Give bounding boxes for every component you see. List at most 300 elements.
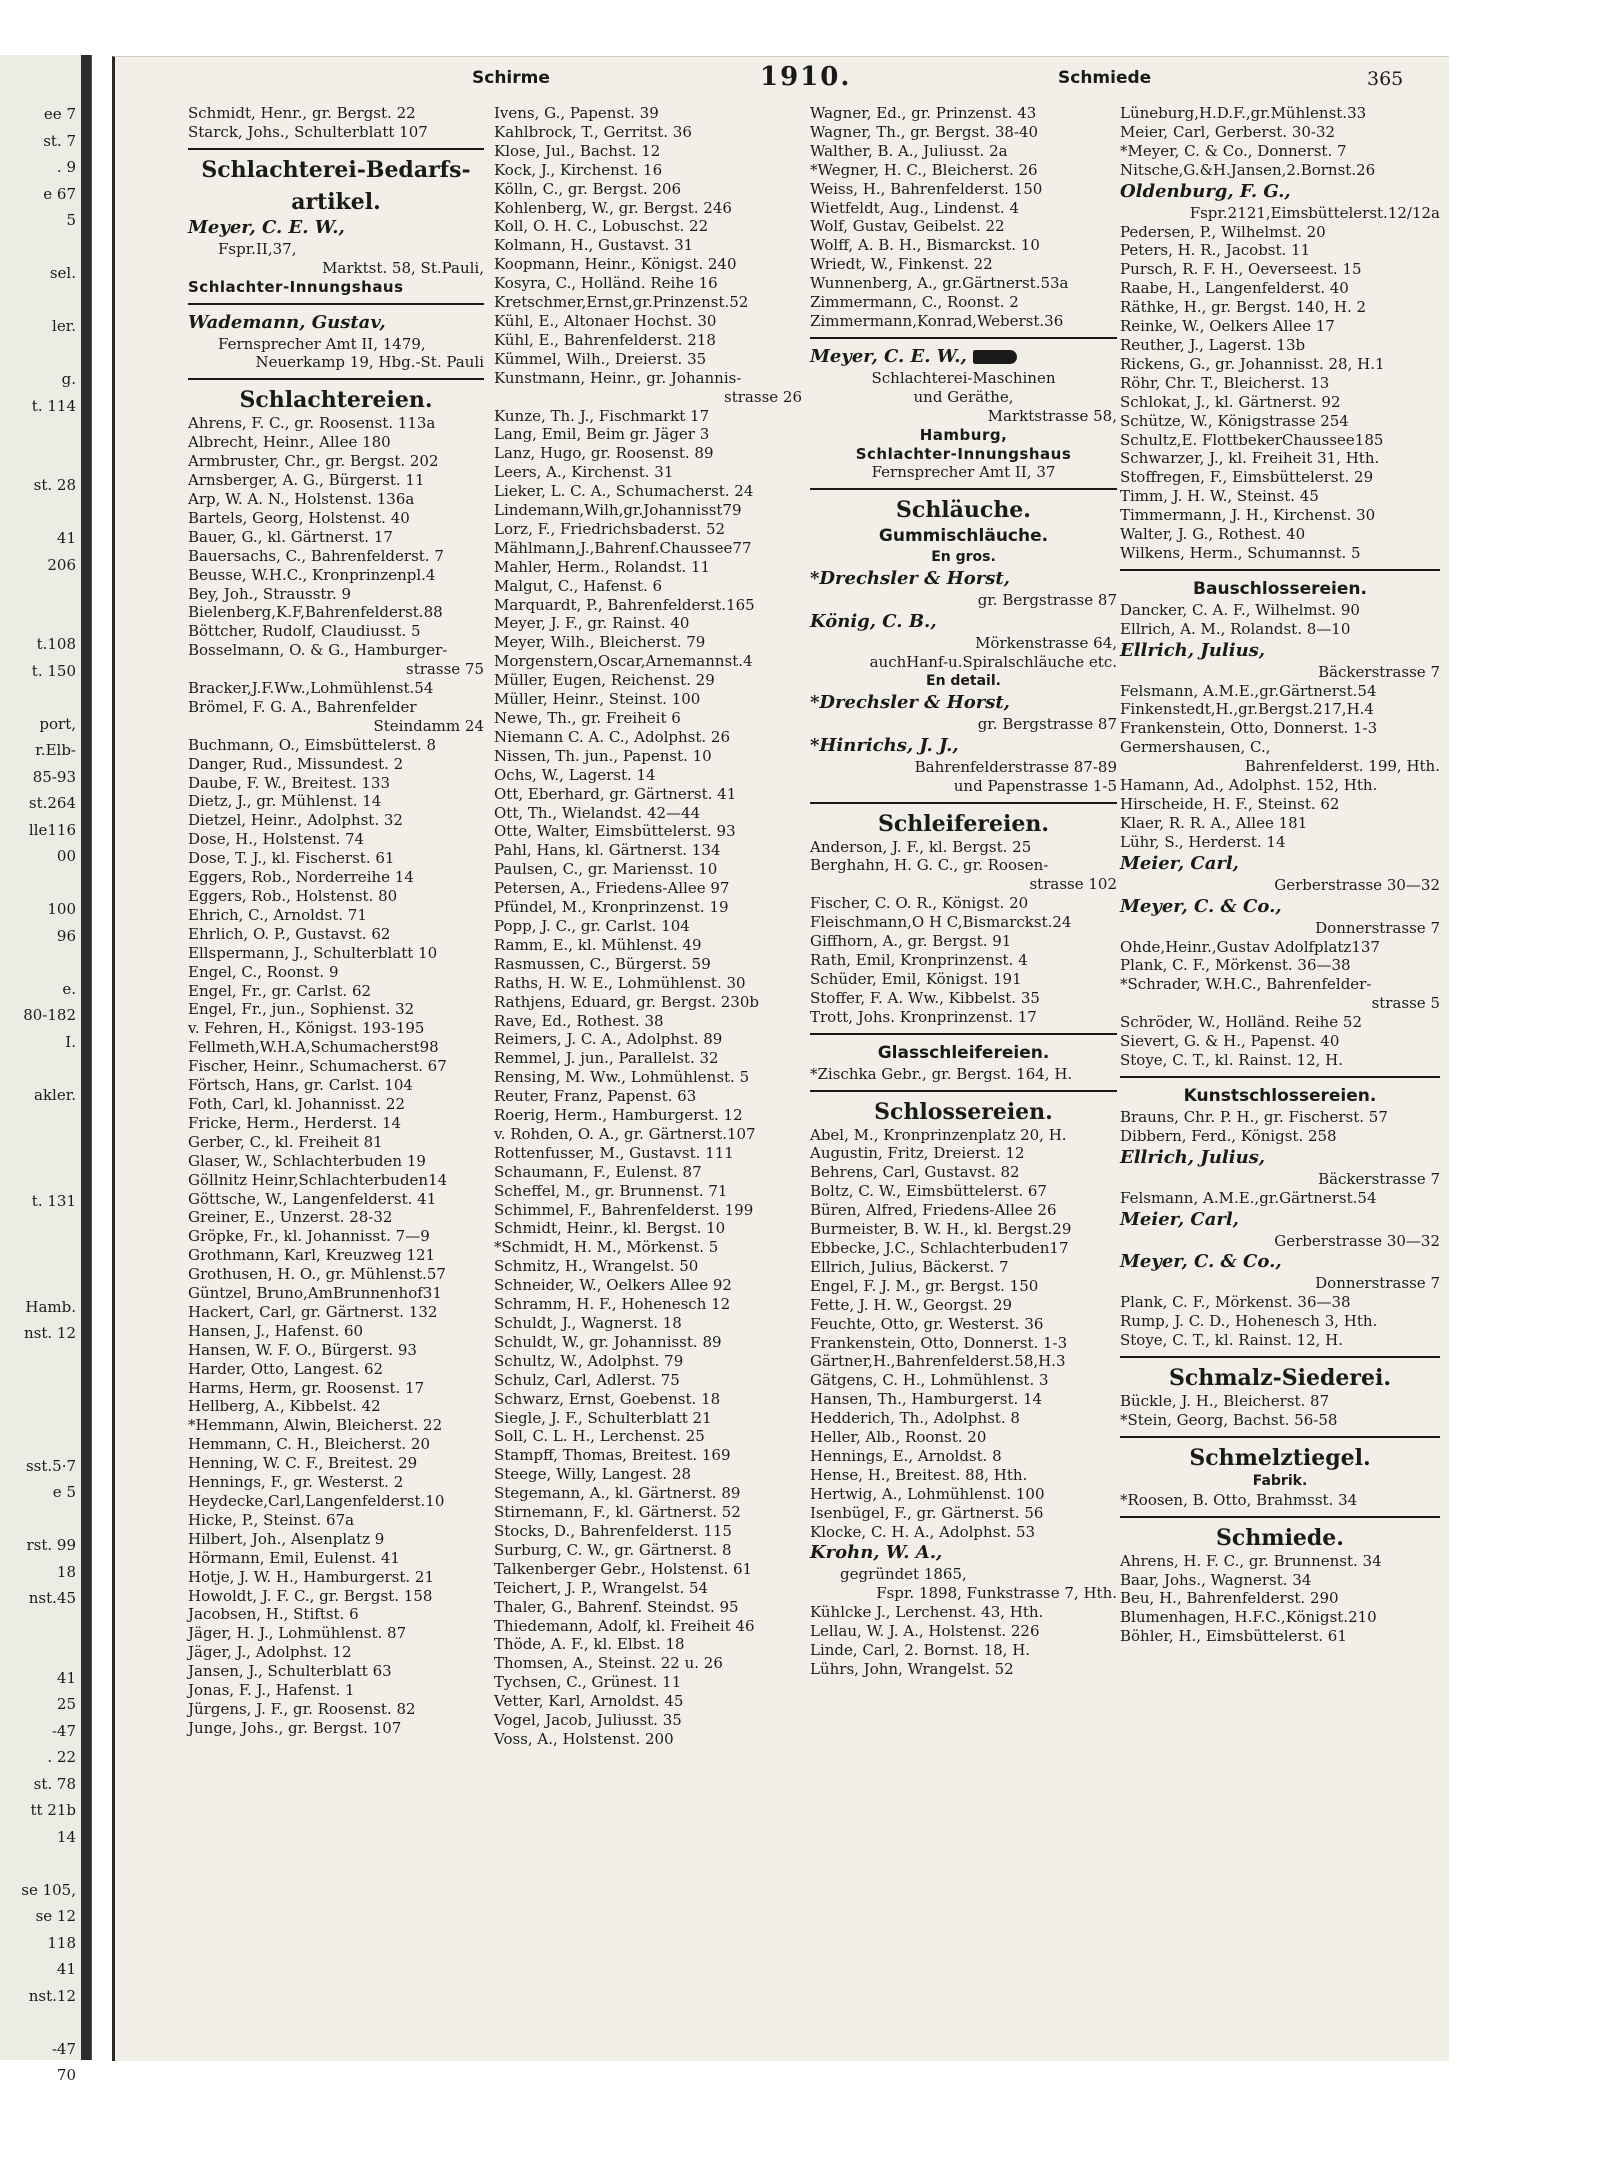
directory-entry: Lieker, L. C. A., Schumacherst. 24	[494, 482, 754, 501]
directory-entry: Schüder, Emil, Königst. 191	[810, 969, 1022, 988]
spine-fragment: . 9	[56, 158, 76, 176]
spine-fragment: 00	[56, 847, 76, 865]
directory-entry: Starck, Johs., Schulterblatt 107	[188, 122, 428, 141]
directory-entry: Hertwig, A., Lohmühlenst. 100	[810, 1484, 1045, 1503]
section-rule	[1120, 569, 1440, 571]
directory-entry: Giffhorn, A., gr. Bergst. 91	[810, 932, 1012, 951]
entry-continuation: Marktst. 58, St.Pauli,	[322, 258, 484, 277]
subsection-heading: Kunstschlossereien.	[1183, 1085, 1377, 1106]
spine-fragment: se 12	[35, 1907, 76, 1925]
entry-continuation: Bäckerstrasse 7	[1318, 1169, 1440, 1188]
directory-entry: Ott, Eberhard, gr. Gärtnerst. 41	[494, 784, 737, 803]
section-heading: Schmalz-Siederei.	[1168, 1365, 1392, 1392]
directory-entry: Rasmussen, C., Bürgerst. 59	[494, 954, 711, 973]
directory-entry: Hackert, Carl, gr. Gärtnerst. 132	[188, 1302, 438, 1321]
directory-entry: Räthke, H., gr. Bergst. 140, H. 2	[1120, 298, 1367, 317]
advertiser-name: Meyer, C. & Co.,	[1120, 1251, 1282, 1273]
spine-fragment: r.Elb-	[35, 741, 76, 759]
directory-entry: Dietzel, Heinr., Adolphst. 32	[188, 811, 403, 830]
directory-entry: Wriedt, W., Finkenst. 22	[810, 255, 993, 274]
directory-entry: Kühlcke J., Lerchenst. 43, Hth.	[810, 1603, 1044, 1622]
entry-continuation: Fspr.2121,Eimsbüttelerst.12/12a	[1189, 203, 1440, 222]
directory-entry: *Schmidt, H. M., Mörkenst. 5	[494, 1238, 719, 1257]
directory-entry: Kölln, C., gr. Bergst. 206	[494, 179, 682, 198]
directory-entry: Zimmermann, C., Roonst. 2	[810, 293, 1019, 312]
spine-fragment: . 22	[47, 1748, 76, 1766]
directory-entry: Kahlbrock, T., Gerritst. 36	[494, 122, 692, 141]
section-rule	[810, 337, 1117, 339]
section-rule	[1120, 1436, 1440, 1438]
directory-entry: Arnsberger, A. G., Bürgerst. 11	[188, 471, 425, 490]
directory-entry: Güntzel, Bruno,AmBrunnenhof31	[188, 1284, 442, 1303]
directory-entry: Wilkens, Herm., Schumannst. 5	[1120, 543, 1361, 562]
directory-entry: Kunstmann, Heinr., gr. Johannis-	[494, 368, 742, 387]
directory-entry: Harder, Otto, Langest. 62	[188, 1359, 384, 1378]
directory-entry: *Roosen, B. Otto, Brahmsst. 34	[1120, 1490, 1358, 1509]
directory-entry: Junge, Johs., gr. Bergst. 107	[188, 1718, 402, 1737]
header-right-keyword: Schmiede	[1058, 68, 1152, 88]
spine-fragment: sel.	[49, 264, 76, 282]
directory-entry: Hedderich, Th., Adolphst. 8	[810, 1409, 1020, 1428]
spine-fragment: nst. 12	[23, 1324, 76, 1342]
directory-entry: Teichert, J. P., Wrangelst. 54	[494, 1578, 709, 1597]
spine-fragment: tt 21b	[30, 1801, 76, 1819]
directory-entry: Tychsen, C., Grünest. 11	[494, 1673, 682, 1692]
column-2	[494, 104, 802, 1749]
advertiser-name	[810, 345, 1117, 369]
directory-entry: Schaumann, F., Eulenst. 87	[494, 1162, 702, 1181]
directory-entry: Fischer, Heinr., Schumacherst. 67	[188, 1057, 447, 1076]
spine-fragment: rst. 99	[26, 1536, 76, 1554]
directory-entry: Trott, Johs. Kronprinzenst. 17	[810, 1007, 1037, 1026]
directory-entry: Kolmann, H., Gustavst. 31	[494, 236, 694, 255]
section-heading: Schleifereien.	[877, 810, 1050, 837]
entry-continuation: strasse 26	[724, 387, 802, 406]
directory-entry: Schwarzer, J., kl. Freiheit 31, Hth.	[1120, 449, 1380, 468]
pointing-hand-icon	[973, 350, 1017, 364]
directory-entry: Pursch, R. F. H., Oeverseest. 15	[1120, 260, 1362, 279]
section-heading: Schläuche.	[896, 497, 1031, 524]
entry-continuation: Steindamm 24	[373, 716, 484, 735]
spine-fragment: t.108	[36, 635, 76, 653]
entry-detail: gegründet 1865,	[840, 1565, 967, 1584]
directory-entry: Schmidt, Heinr., kl. Bergst. 10	[494, 1219, 726, 1238]
directory-entry: Schröder, W., Holländ. Reihe 52	[1120, 1013, 1362, 1032]
directory-entry: v. Rohden, O. A., gr. Gärtnerst.107	[494, 1124, 756, 1143]
directory-entry: Ebbecke, J.C., Schlachterbuden17	[810, 1238, 1069, 1257]
directory-entry: Hilbert, Joh., Alsenplatz 9	[188, 1529, 385, 1548]
directory-entry: Fette, J. H. W., Georgst. 29	[810, 1295, 1013, 1314]
directory-entry: Brauns, Chr. P. H., gr. Fischerst. 57	[1120, 1107, 1388, 1126]
directory-entry: Ochs, W., Lagerst. 14	[494, 765, 656, 784]
category-label: En gros.	[931, 549, 996, 566]
page-header	[112, 62, 1446, 102]
advertiser-name: Meyer, C. & Co.,	[1120, 895, 1282, 917]
category-label: Fabrik.	[1252, 1472, 1308, 1489]
entry-continuation: Bahrenfelderstrasse 87-89	[914, 757, 1117, 776]
directory-entry: Schimmel, F., Bahrenfelderst. 199	[494, 1200, 754, 1219]
directory-entry: Eggers, Rob., Norderreihe 14	[188, 868, 414, 887]
directory-entry: Nissen, Th. jun., Papenst. 10	[494, 746, 712, 765]
directory-entry: Rickens, G., gr. Johannisst. 28, H.1	[1120, 354, 1385, 373]
directory-entry: Lührs, John, Wrangelst. 52	[810, 1660, 1014, 1678]
entry-detail: Fspr.II,37,	[218, 239, 297, 258]
directory-entry: Schütze, W., Königstrasse 254	[1120, 411, 1349, 430]
directory-entry: Büren, Alfred, Friedens-Allee 26	[810, 1201, 1057, 1220]
directory-entry: Lellau, W. J. A., Holstenst. 226	[810, 1622, 1040, 1641]
advertiser-name-text: Meyer, C. E. W.,	[810, 345, 967, 367]
advertiser-name: Ellrich, Julius,	[1120, 639, 1266, 661]
directory-entry: Hemmann, C. H., Bleicherst. 20	[188, 1435, 431, 1454]
ad-line: Schlachterei-Maschinen	[871, 368, 1056, 387]
directory-entry: Klose, Jul., Bachst. 12	[494, 141, 661, 160]
advertiser-name: Wademann, Gustav,	[188, 311, 386, 333]
entry-continuation: Gerberstrasse 30—32	[1274, 875, 1440, 894]
directory-entry: Paulsen, C., gr. Mariensst. 10	[494, 860, 718, 879]
advertiser-name: Oldenburg, F. G.,	[1120, 180, 1291, 202]
section-rule	[188, 378, 484, 380]
advertiser-name: *Drechsler & Horst,	[810, 691, 1010, 713]
directory-entry: Frankenstein, Otto, Donnerst. 1-3	[810, 1333, 1068, 1352]
directory-entry: Sievert, G. & H., Papenst. 40	[1120, 1032, 1340, 1051]
section-rule	[810, 802, 1117, 804]
spine-fragment: 25	[56, 1695, 76, 1713]
directory-entry: Soll, C. L. H., Lerchenst. 25	[494, 1427, 705, 1446]
advertiser-name: Meier, Carl,	[1120, 1208, 1239, 1230]
spine-fragment: st. 28	[33, 476, 76, 494]
directory-entry: Newe, Th., gr. Freiheit 6	[494, 709, 681, 727]
directory-entry: Dibbern, Ferd., Königst. 258	[1120, 1126, 1337, 1145]
directory-entry: Stegemann, A., kl. Gärtnerst. 89	[494, 1484, 741, 1503]
directory-entry: Stoffer, F. A. Ww., Kibbelst. 35	[810, 988, 1040, 1007]
directory-entry: Jürgens, J. F., gr. Roosenst. 82	[188, 1699, 416, 1718]
category-label: En detail.	[926, 672, 1001, 689]
spine-fragment: g.	[61, 370, 76, 388]
directory-entry: Ahrens, H. F. C., gr. Brunnenst. 34	[1120, 1551, 1382, 1570]
spine-fragment: st. 7	[43, 131, 76, 150]
directory-entry: Lanz, Hugo, gr. Roosenst. 89	[494, 444, 714, 463]
directory-entry: Timmermann, J. H., Kirchenst. 30	[1120, 506, 1376, 525]
entry-continuation: strasse 75	[406, 660, 484, 679]
directory-entry: Mählmann,J.,Bahrenf.Chaussee77	[494, 538, 752, 557]
directory-entry: Ehrich, C., Arnoldst. 71	[188, 905, 367, 924]
spine-fragment: 14	[56, 1827, 76, 1846]
entry-continuation: Marktstrasse 58,	[987, 406, 1117, 425]
directory-entry: Engel, F. J. M., gr. Bergst. 150	[810, 1276, 1039, 1295]
header-left-keyword: Schirme	[472, 68, 550, 88]
ad-bold-line: Schlachter-Innungshaus	[855, 444, 1072, 463]
directory-entry: Foth, Carl, kl. Johannisst. 22	[188, 1094, 406, 1113]
directory-entry: Boltz, C. W., Eimsbüttelerst. 67	[810, 1182, 1047, 1201]
section-rule	[1120, 1356, 1440, 1358]
directory-entry: Dose, T. J., kl. Fischerst. 61	[188, 849, 395, 868]
directory-entry: Schmidt, Henr., gr. Bergst. 22	[188, 104, 416, 122]
directory-entry: Petersen, A., Friedens-Allee 97	[494, 879, 730, 898]
directory-entry: Ivens, G., Papenst. 39	[494, 104, 659, 122]
directory-entry: Niemann C. A. C., Adolphst. 26	[494, 727, 731, 746]
directory-entry: Pahl, Hans, kl. Gärtnerst. 134	[494, 841, 721, 860]
spine-fragment: 206	[47, 555, 76, 574]
directory-entry: Engel, Fr., gr. Carlst. 62	[188, 981, 372, 1000]
directory-entry: Stoffregen, F., Eimsbüttelerst. 29	[1120, 468, 1374, 487]
directory-entry: Bielenberg,K.F,Bahrenfelderst.88	[188, 603, 443, 622]
directory-entry: Röhr, Chr. T., Bleicherst. 13	[1120, 373, 1330, 392]
directory-entry: Walter, J. G., Rothest. 40	[1120, 525, 1306, 544]
spine-fragment: 70	[56, 2066, 76, 2084]
directory-entry: Gärtner,H.,Bahrenfelderst.58,H.3	[810, 1352, 1066, 1371]
spine-fragment: e 5	[52, 1483, 76, 1501]
directory-entry: Lindemann,Wilh,gr.Johannisst79	[494, 501, 742, 520]
column-4	[1120, 104, 1440, 1646]
spine-fragment: 80-182	[23, 1006, 76, 1024]
directory-entry: Gröpke, Fr., kl. Johannisst. 7—9	[188, 1227, 430, 1246]
directory-entry: Kümmel, Wilh., Dreierst. 35	[494, 349, 707, 368]
section-heading: Schlachterei-Bedarfs-	[201, 156, 471, 183]
section-heading: Schmiede.	[1216, 1524, 1344, 1551]
directory-entry: Gätgens, C. H., Lohmühlenst. 3	[810, 1371, 1049, 1390]
directory-entry: Fricke, Herm., Herderst. 14	[188, 1113, 402, 1132]
directory-entry: Henning, W. C. F., Breitest. 29	[188, 1454, 418, 1473]
directory-entry: Ramm, E., kl. Mühlenst. 49	[494, 935, 702, 954]
spine-fragment: t. 131	[31, 1191, 76, 1210]
spine-fragment: st.264	[28, 794, 76, 812]
directory-entry: Augustin, Fritz, Dreierst. 12	[810, 1144, 1025, 1163]
spine-fragment: -47	[51, 2039, 76, 2058]
directory-entry: Thaler, G., Bahrenf. Steindst. 95	[494, 1597, 739, 1616]
directory-entry: Wolff, A. B. H., Bismarckst. 10	[810, 236, 1040, 255]
directory-entry: Bückle, J. H., Bleicherst. 87	[1120, 1392, 1330, 1411]
spine-fragment: nst.45	[28, 1589, 76, 1607]
directory-entry: Hansen, W. F. O., Bürgerst. 93	[188, 1340, 417, 1359]
directory-entry: Wagner, Ed., gr. Prinzenst. 43	[810, 104, 1037, 122]
section-rule	[1120, 1516, 1440, 1518]
directory-entry: Roerig, Herm., Hamburgerst. 12	[494, 1106, 743, 1125]
directory-entry: Kühl, E., Bahrenfelderst. 218	[494, 330, 716, 349]
section-rule	[1120, 1076, 1440, 1078]
directory-entry: Dose, H., Holstenst. 74	[188, 830, 365, 849]
directory-entry: Buchmann, O., Eimsbüttelerst. 8	[188, 735, 437, 754]
directory-entry: Hamann, Ad., Adolphst. 152, Hth.	[1120, 776, 1378, 795]
directory-entry: Heydecke,Carl,Langenfelderst.10	[188, 1492, 445, 1510]
spine-fragment: 118	[47, 1933, 76, 1952]
directory-entry: Rensing, M. Ww., Lohmühlenst. 5	[494, 1068, 750, 1087]
directory-entry: Kunze, Th. J., Fischmarkt 17	[494, 406, 710, 425]
directory-entry: Koll, O. H. C., Lobuschst. 22	[494, 217, 709, 236]
entry-continuation: Fspr. 1898, Funkstrasse 7, Hth.	[876, 1584, 1117, 1603]
spine-fragment: I.	[65, 1032, 76, 1051]
column-3	[810, 104, 1117, 1679]
directory-entry: Berghahn, H. G. C., gr. Roosen-	[810, 856, 1049, 875]
directory-entry: Linde, Carl, 2. Bornst. 18, H.	[810, 1641, 1031, 1660]
directory-entry: Schultz,E. FlottbekerChaussee185	[1120, 430, 1384, 449]
directory-entry: Remmel, J. jun., Parallelst. 32	[494, 1049, 719, 1068]
directory-entry: Hotje, J. W. H., Hamburgerst. 21	[188, 1567, 434, 1586]
directory-entry: *Hemmann, Alwin, Bleicherst. 22	[188, 1416, 443, 1435]
book-gutter	[81, 55, 91, 2060]
directory-entry: Meyer, Wilh., Bleicherst. 79	[494, 633, 706, 652]
directory-entry: Beusse, W.H.C., Kronprinzenpl.4	[188, 565, 436, 584]
directory-entry: Harms, Herm, gr. Roosenst. 17	[188, 1378, 425, 1397]
entry-continuation: Gerberstrasse 30—32	[1274, 1231, 1440, 1250]
directory-entry: Bauersachs, C., Bahrenfelderst. 7	[188, 546, 444, 565]
directory-entry: Kretschmer,Ernst,gr.Prinzenst.52	[494, 293, 749, 312]
directory-entry: Felsmann, A.M.E.,gr.Gärtnerst.54	[1120, 681, 1377, 700]
directory-entry: Fleischmann,O H C,Bismarckst.24	[810, 913, 1072, 932]
directory-entry: Pfündel, M., Kronprinzenst. 19	[494, 898, 729, 917]
ad-line: und Geräthe,	[913, 387, 1014, 406]
directory-entry: Blumenhagen, H.F.C.,Königst.210	[1120, 1608, 1377, 1627]
directory-entry: Rave, Ed., Rothest. 38	[494, 1011, 664, 1030]
directory-entry: *Meyer, C. & Co., Donnerst. 7	[1120, 141, 1347, 160]
directory-entry: Popp, J. C., gr. Carlst. 104	[494, 916, 690, 935]
ad-bold-line: Schlachter-Innungshaus	[188, 277, 404, 296]
directory-entry: Schuldt, W., gr. Johannisst. 89	[494, 1332, 722, 1351]
entry-continuation: Bäckerstrasse 7	[1318, 662, 1440, 681]
directory-entry: Jansen, J., Schulterblatt 63	[188, 1662, 392, 1681]
spine-fragment: t. 150	[31, 661, 76, 680]
directory-entry: Dancker, C. A. F., Wilhelmst. 90	[1120, 600, 1360, 619]
directory-entry: Voss, A., Holstenst. 200	[494, 1729, 674, 1748]
directory-entry: Abel, M., Kronprinzenplatz 20, H.	[810, 1125, 1067, 1144]
directory-entry: Reuter, Franz, Papenst. 63	[494, 1087, 697, 1106]
spine-fragment: nst.12	[28, 1986, 76, 2005]
directory-entry: Koopmann, Heinr., Königst. 240	[494, 255, 737, 274]
subsection-heading: Bauschlossereien.	[1193, 578, 1367, 599]
directory-entry: Plank, C. F., Mörkenst. 36—38	[1120, 1293, 1351, 1312]
directory-entry: *Stein, Georg, Bachst. 56-58	[1120, 1410, 1338, 1429]
directory-entry: Lühr, S., Herderst. 14	[1120, 832, 1286, 851]
directory-entry: Klaer, R. R. A., Allee 181	[1120, 813, 1308, 832]
directory-entry: Grothmann, Karl, Kreuzweg 121	[188, 1246, 436, 1265]
directory-entry: Kosyra, C., Holländ. Reihe 16	[494, 274, 718, 293]
directory-entry: Howoldt, J. F. C., gr. Bergst. 158	[188, 1586, 433, 1605]
spine-fragment: Hamb.	[25, 1297, 76, 1316]
directory-entry: *Zischka Gebr., gr. Bergst. 164, H.	[810, 1064, 1073, 1083]
directory-entry: Vetter, Karl, Arnoldst. 45	[494, 1692, 684, 1711]
directory-entry: Lüneburg,H.D.F.,gr.Mühlenst.33	[1120, 104, 1367, 122]
entry-continuation: Neuerkamp 19, Hbg.-St. Pauli	[255, 353, 484, 372]
entry-continuation: Donnerstrasse 7	[1315, 1274, 1440, 1293]
page-number: 365	[1367, 68, 1404, 90]
directory-entry: Jäger, J., Adolphst. 12	[188, 1643, 352, 1662]
directory-entry: Greiner, E., Unzerst. 28-32	[188, 1208, 393, 1227]
entry-continuation: und Papenstrasse 1-5	[953, 776, 1117, 795]
directory-entry: Schramm, H. F., Hohenesch 12	[494, 1295, 731, 1314]
directory-entry: Engel, C., Roonst. 9	[188, 962, 339, 981]
directory-entry: Peters, H. R., Jacobst. 11	[1120, 241, 1311, 260]
spine-fragment: 5	[66, 211, 76, 229]
section-rule	[188, 303, 484, 305]
entry-continuation: strasse 5	[1371, 994, 1440, 1013]
directory-entry: Rottenfusser, M., Gustavst. 111	[494, 1143, 734, 1162]
directory-entry: Glaser, W., Schlachterbuden 19	[188, 1151, 426, 1170]
directory-entry: Jacobsen, H., Stiftst. 6	[188, 1605, 359, 1624]
entry-continuation: Mörkenstrasse 64,	[975, 634, 1117, 653]
directory-entry: Wagner, Th., gr. Bergst. 38-40	[810, 122, 1039, 141]
spine-fragment: t. 114	[31, 396, 76, 415]
directory-entry: Hansen, J., Hafenst. 60	[188, 1321, 364, 1340]
directory-entry: Timm, J. H. W., Steinst. 45	[1120, 487, 1319, 506]
spine-fragment: lle116	[28, 820, 76, 839]
directory-entry: Leers, A., Kirchenst. 31	[494, 463, 674, 482]
directory-entry: Raths, H. W. E., Lohmühlenst. 30	[494, 973, 746, 992]
directory-entry: Thöde, A. F., kl. Elbst. 18	[494, 1635, 685, 1654]
directory-entry: Reuther, J., Lagerst. 13b	[1120, 335, 1306, 354]
directory-entry: Daube, F. W., Breitest. 133	[188, 773, 391, 792]
section-heading: Schmelztiegel.	[1189, 1444, 1371, 1471]
directory-entry: Kohlenberg, W., gr. Bergst. 246	[494, 198, 732, 217]
directory-entry: Nitsche,G.&H.Jansen,2.Bornst.26	[1120, 160, 1376, 179]
directory-entry: Marquardt, P., Bahrenfelderst.165	[494, 595, 755, 614]
directory-entry: Beu, H., Bahrenfelderst. 290	[1120, 1589, 1339, 1608]
directory-entry: Wolf, Gustav, Geibelst. 22	[810, 217, 1005, 236]
directory-entry: Bartels, Georg, Holstenst. 40	[188, 508, 410, 527]
directory-entry: Isenbügel, F., gr. Gärtnerst. 56	[810, 1503, 1044, 1522]
directory-entry: Kühl, E., Altonaer Hochst. 30	[494, 311, 717, 330]
directory-entry: Hennings, F., gr. Westerst. 2	[188, 1473, 404, 1492]
directory-entry: Bauer, G., kl. Gärtnerst. 17	[188, 527, 393, 546]
ad-bold-line: Hamburg,	[919, 425, 1008, 444]
directory-entry: Böhler, H., Eimsbüttelerst. 61	[1120, 1627, 1347, 1646]
directory-entry: Ehrlich, O. P., Gustavst. 62	[188, 924, 391, 943]
directory-entry: Ott, Th., Wielandst. 42—44	[494, 803, 701, 822]
directory-entry: Lorz, F., Friedrichsbaderst. 52	[494, 519, 726, 538]
advertiser-name: *Drechsler & Horst,	[810, 568, 1010, 590]
directory-entry: Göttsche, W., Langenfelderst. 41	[188, 1189, 437, 1208]
directory-entry: Malgut, C., Hafenst. 6	[494, 576, 663, 595]
spine-fragment: 41	[56, 1960, 76, 1978]
directory-entry: Talkenberger Gebr., Holstenst. 61	[494, 1559, 753, 1578]
entry-continuation: gr. Bergstrasse 87	[977, 591, 1117, 610]
directory-entry: Scheffel, M., gr. Brunnenst. 71	[494, 1181, 728, 1200]
spine-fragment: port,	[39, 714, 76, 733]
spine-fragment: st. 78	[33, 1774, 76, 1793]
advertiser-name: König, C. B.,	[810, 611, 937, 633]
directory-entry: Schulz, Carl, Adlerst. 75	[494, 1370, 680, 1389]
directory-entry: Schneider, W., Oelkers Allee 92	[494, 1276, 732, 1295]
section-heading: artikel.	[291, 188, 381, 215]
directory-entry: Raabe, H., Langenfelderst. 40	[1120, 279, 1349, 298]
column-1	[188, 104, 484, 1738]
directory-entry: Pedersen, P., Wilhelmst. 20	[1120, 222, 1326, 241]
ad-line: Fernsprecher Amt II, 37	[871, 463, 1056, 482]
directory-entry: Ellrich, A. M., Rolandst. 8—10	[1120, 619, 1351, 638]
entry-continuation: gr. Bergstrasse 87	[977, 714, 1117, 733]
directory-entry: Steege, Willy, Langest. 28	[494, 1465, 692, 1484]
directory-entry: Ohde,Heinr.,Gustav Adolfplatz137	[1120, 937, 1380, 956]
spine-fragment: akler.	[34, 1085, 76, 1104]
directory-entry: Meyer, J. F., gr. Rainst. 40	[494, 614, 690, 633]
directory-entry: Böttcher, Rudolf, Claudiusst. 5	[188, 622, 421, 641]
directory-entry: Stirnemann, F., kl. Gärtnerst. 52	[494, 1503, 741, 1522]
directory-entry: Finkenstedt,H.,gr.Bergst.217,H.4	[1120, 700, 1374, 719]
directory-entry: Baar, Johs., Wagnerst. 34	[1120, 1570, 1312, 1589]
previous-page-edge	[0, 55, 92, 2084]
directory-entry: Heller, Alb., Roonst. 20	[810, 1428, 987, 1447]
directory-entry: Müller, Eugen, Reichenst. 29	[494, 671, 715, 690]
directory-entry: *Schrader, W.H.C., Bahrenfelder-	[1120, 975, 1372, 994]
directory-entry: Hellberg, A., Kibbelst. 42	[188, 1397, 381, 1416]
directory-entry: *Wegner, H. C., Bleicherst. 26	[810, 160, 1038, 179]
directory-entry: Hense, H., Breitest. 88, Hth.	[810, 1465, 1028, 1484]
directory-entry: Albrecht, Heinr., Allee 180	[188, 433, 391, 452]
spine-fragment: 85-93	[32, 767, 76, 786]
directory-entry: Weiss, H., Bahrenfelderst. 150	[810, 179, 1043, 198]
advertiser-name: *Hinrichs, J. J.,	[810, 734, 959, 756]
spine-fragment: 41	[56, 1668, 76, 1687]
directory-entry: Rathjens, Eduard, gr. Bergst. 230b	[494, 992, 759, 1011]
directory-entry: v. Fehren, H., Königst. 193-195	[188, 1019, 425, 1038]
